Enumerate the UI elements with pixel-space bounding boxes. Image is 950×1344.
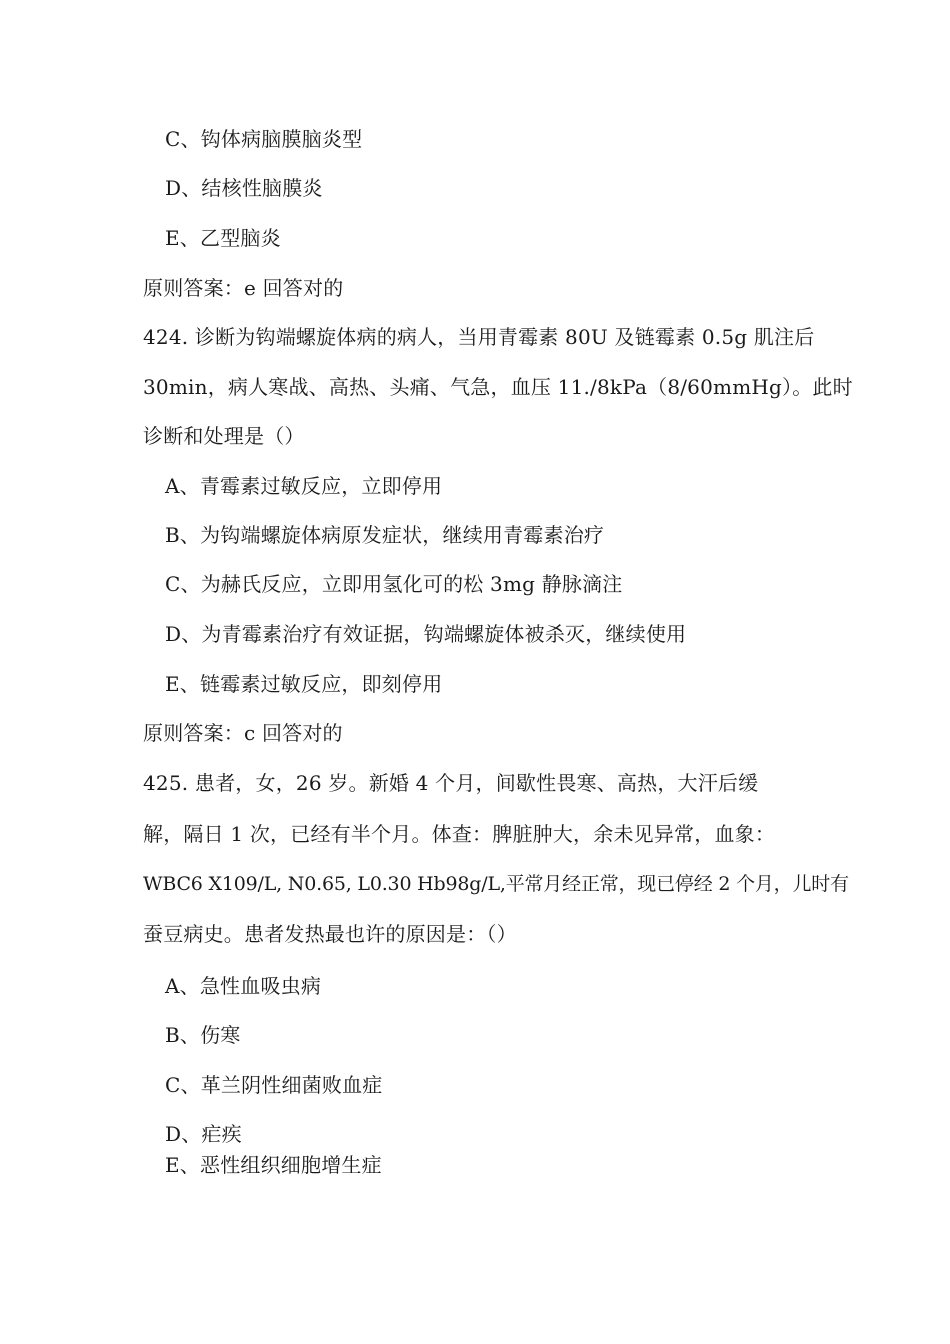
q423-option-d: D、结核性脑膜炎: [165, 176, 323, 200]
q425-option-d: D、疟疾: [165, 1122, 242, 1146]
q425-option-b: B、伤寒: [165, 1023, 241, 1047]
q424-option-b: B、为钩端螺旋体病原发症状，继续用青霉素治疗: [165, 523, 605, 547]
q424-option-e: E、链霉素过敏反应，即刻停用: [165, 672, 443, 696]
q424-stem-line-3: 诊断和处理是（）: [143, 424, 305, 448]
q425-stem-line-2: 解，隔日 1 次，已经有半个月。体查：脾脏肿大，余未见异常，血象：: [143, 822, 776, 846]
q423-option-e: E、乙型脑炎: [165, 226, 281, 250]
q425-stem-line-1: 425. 患者，女，26 岁。新婚 4 个月，间歇性畏寒、高热，大汗后缓: [143, 771, 759, 795]
q424-option-a: A、青霉素过敏反应，立即停用: [165, 474, 443, 498]
q424-option-d: D、为青霉素治疗有效证据，钩端螺旋体被杀灭，继续使用: [165, 622, 687, 646]
q423-answer: 原则答案：e 回答对的: [143, 276, 344, 300]
q425-stem-line-3: WBC6 X109/L, N0.65, L0.30 Hb98g/L,平常月经正常，现已停经 2 个月，儿时有: [143, 873, 849, 895]
q425-stem-line-4: 蚕豆病史。患者发热最也许的原因是：（）: [143, 922, 517, 946]
q424-stem-line-2: 30min，病人寒战、高热、头痛、气急，血压 11./8kPa（8/60mmHg）。此时: [143, 375, 853, 399]
q424-answer: 原则答案：c 回答对的: [143, 721, 343, 745]
q425-option-c: C、革兰阴性细菌败血症: [165, 1073, 383, 1097]
q424-option-c: C、为赫氏反应，立即用氢化可的松 3mg 静脉滴注: [165, 572, 623, 596]
q425-option-e: E、恶性组织细胞增生症: [165, 1153, 382, 1177]
q423-option-c: C、钩体病脑膜脑炎型: [165, 127, 363, 151]
q424-stem-line-1: 424. 诊断为钩端螺旋体病的病人，当用青霉素 80U 及链霉素 0.5g 肌注后: [143, 325, 815, 349]
q425-option-a: A、急性血吸虫病: [165, 974, 322, 998]
